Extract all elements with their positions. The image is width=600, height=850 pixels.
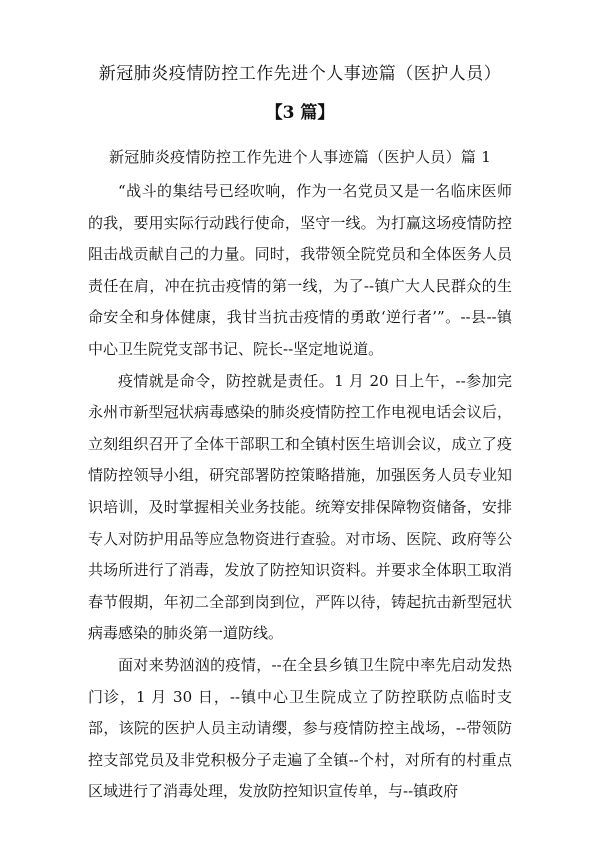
paragraph-2: 疫情就是命令，防控就是责任。1 月 20 日上午，--参加完永州市新型冠状病毒感染的肺炎疫情防控工作电视电话会议后，立刻组织召开了全体干部职工和全镇村医生培训会议，成立了疫情防控领导小组，研究部署防控策略措施，加强医务人员专业知识培训，及时掌握相关业务技能。统筹安排保障物资储备，安排专人对防护用品等应急物资进行查验。对市场、医院、政府等公共场所进行了消毒，发放了防控知识资料。并要求全体职工取消春节假期，年初二全部到岗到位，严阵以待，铸起抗击新型冠状病毒感染的肺炎第一道防线。 xyxy=(88,371,512,643)
document-title: 新冠肺炎疫情防控工作先进个人事迹篇（医护人员） xyxy=(98,64,502,84)
document-subtitle: 【3 篇】 xyxy=(265,103,335,123)
paragraph-3: 面对来势汹汹的疫情，--在全县乡镇卫生院中率先启动发热门诊，1 月 30 日，--镇中心卫生院成立了防控联防点临时支部，该院的医护人员主动请缨，参与疫情防控主战场，--带领防控支部党员及非党积极分子走遍了全镇--个村，对所有的村重点区域进行了消毒处理，发放防控知识宣传单，与--镇政府 xyxy=(88,655,512,801)
section-heading: 新冠肺炎疫情防控工作先进个人事迹篇（医护人员）篇 1 xyxy=(108,148,492,166)
paragraph-1: “战斗的集结号已经吹响，作为一名党员又是一名临床医师的我，要用实际行动践行使命，坚守一线。为打赢这场疫情防控阻击战贡献自己的力量。同时，我带领全院党员和全体医务人员责任在肩，冲在抗击疫情的第一线，为了--镇广大人民群众的生命安全和身体健康，我甘当抗击疫情的勇敢‘逆行者’”。--县--镇中心卫生院党支部书记、院长--坚定地说道。 xyxy=(88,182,512,358)
document-body xyxy=(88,176,512,808)
